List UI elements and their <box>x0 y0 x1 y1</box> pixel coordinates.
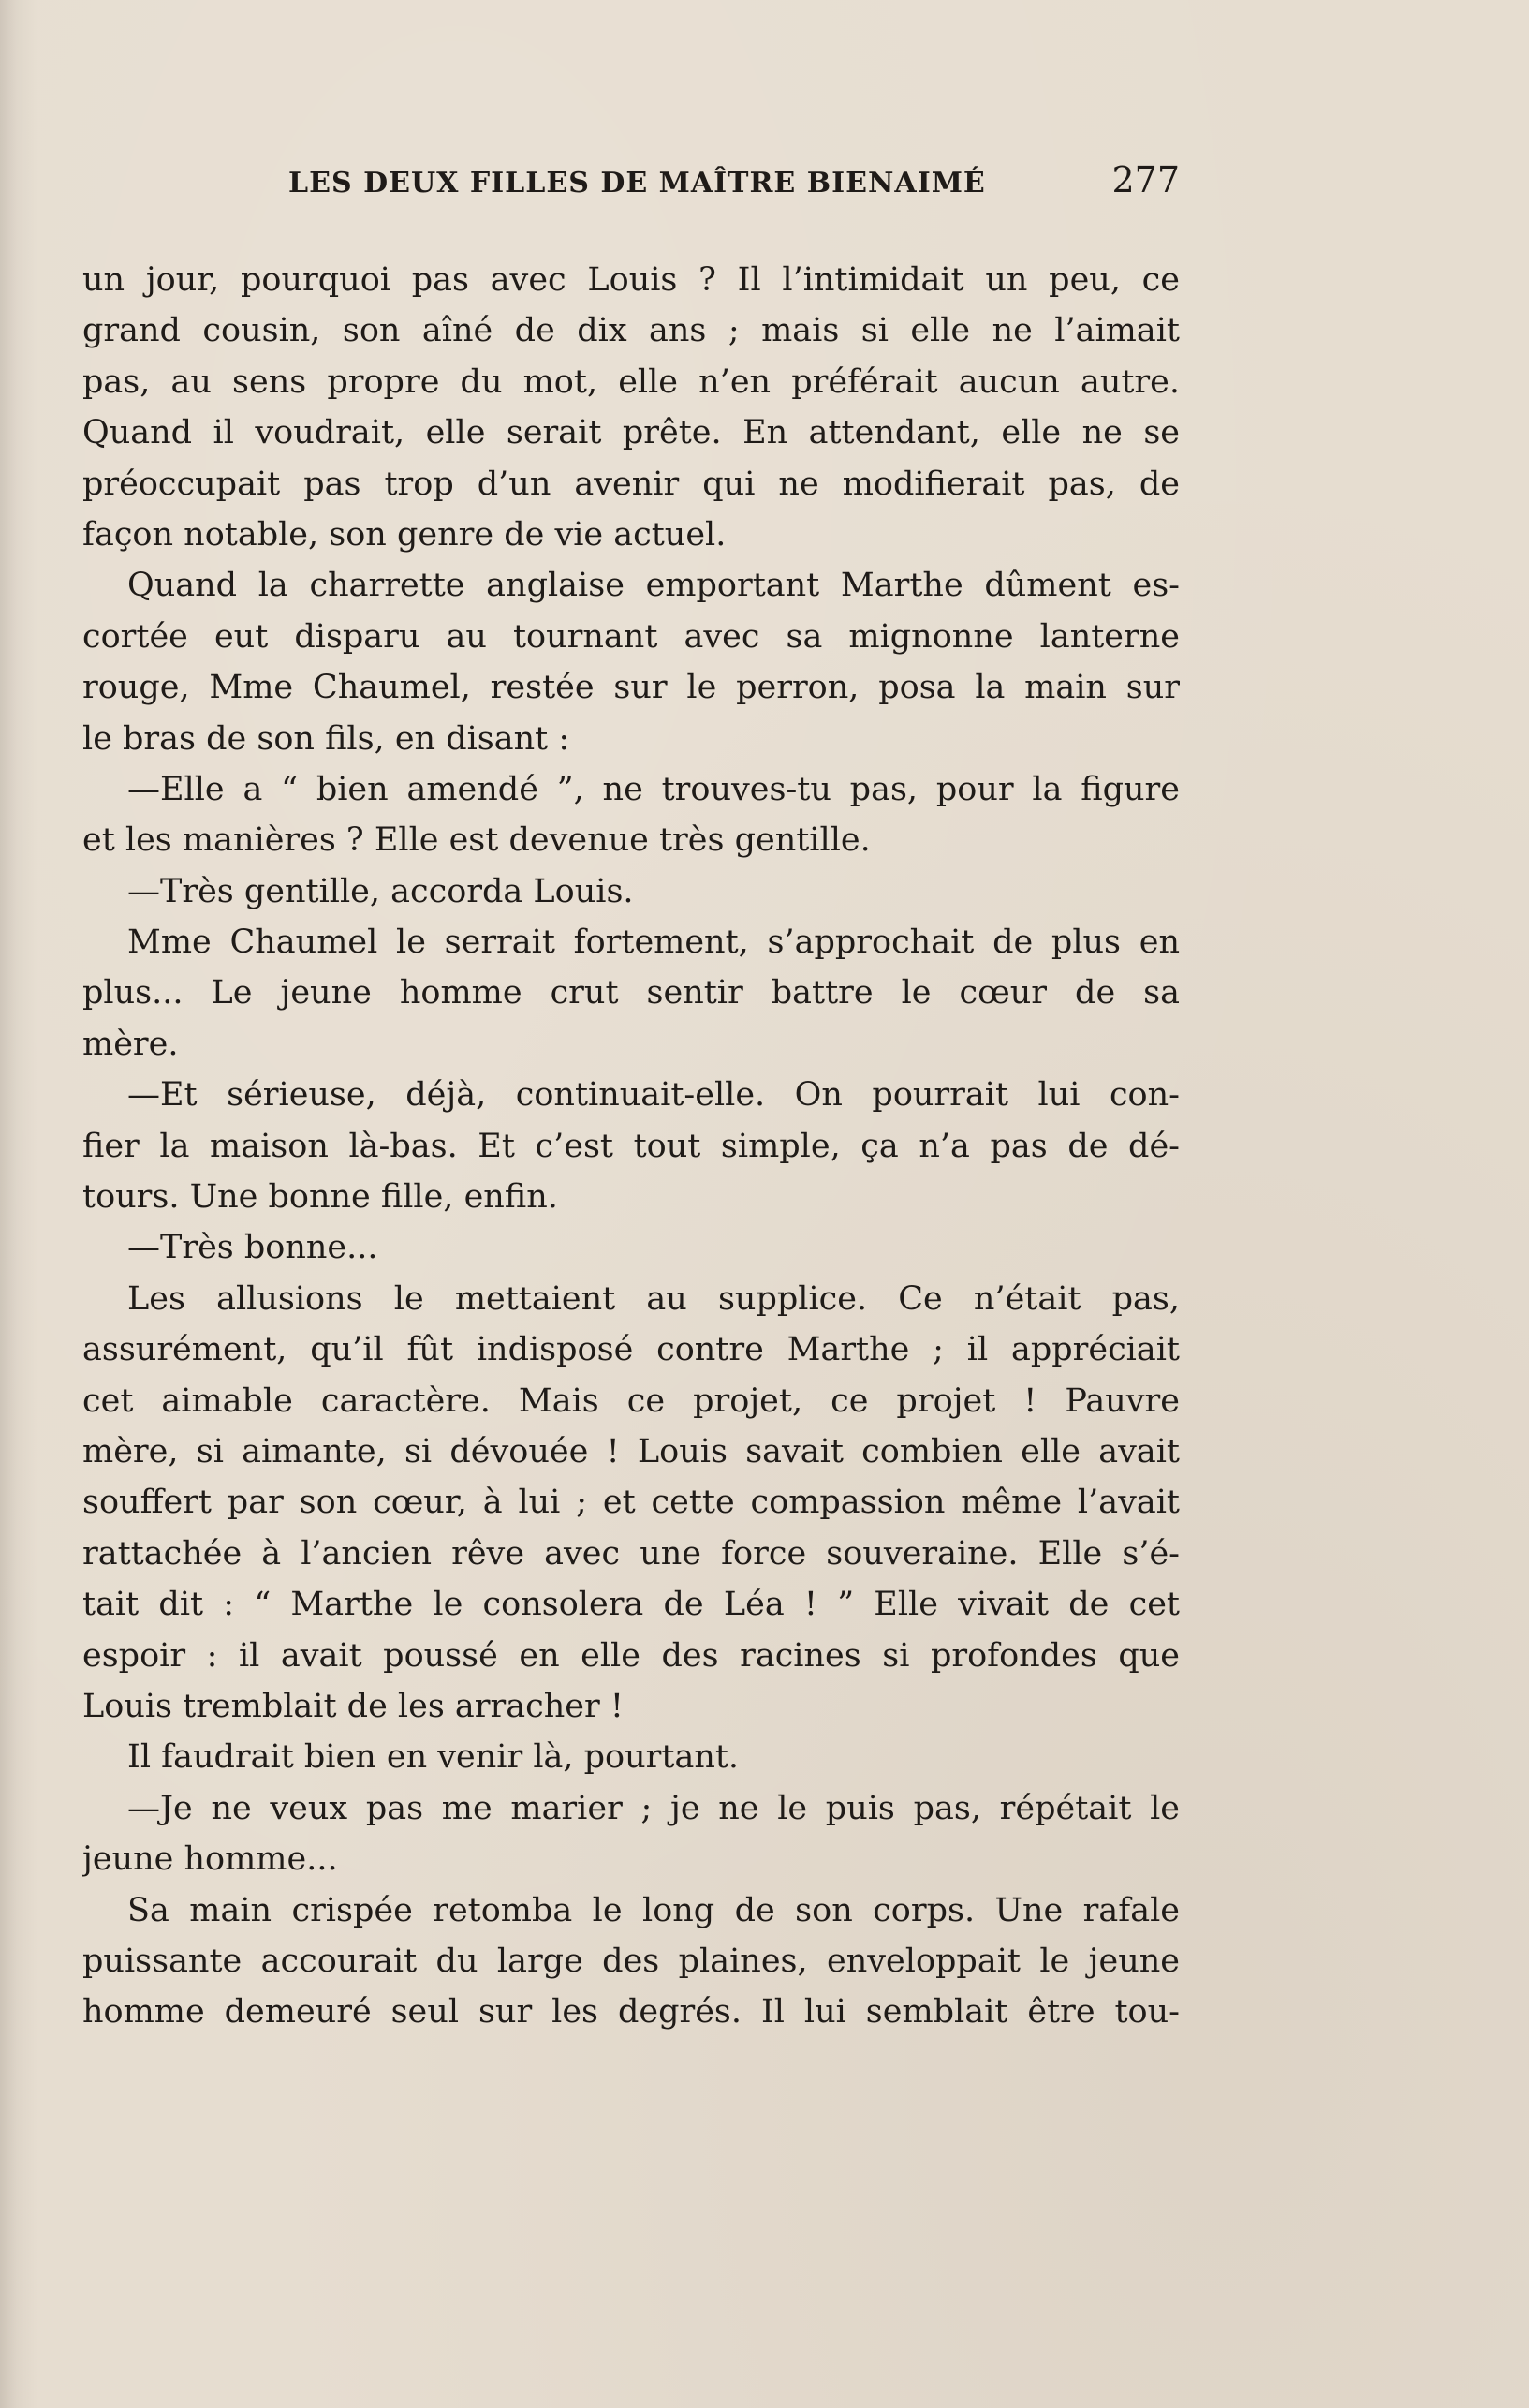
text-line: mère. <box>82 1025 179 1063</box>
text-line: rattachée à l’ancien rêve avec une force souveraine. Elle s’é- <box>82 1534 1180 1573</box>
text-line: Les allusions le mettaient au supplice. Ce n’était pas, <box>127 1279 1180 1318</box>
text-line: puissante accourait du large des plaines, enveloppait le jeune <box>82 1942 1180 1980</box>
text-line: mère, si aimante, si dévouée ! Louis savait combien elle avait <box>82 1432 1180 1470</box>
text-line: cet aimable caractère. Mais ce projet, ce projet ! Pauvre <box>82 1381 1180 1420</box>
text-line: jeune homme... <box>82 1840 338 1879</box>
text-line: tait dit : “ Marthe le consolera de Léa ! ” Elle vivait de cet <box>82 1586 1180 1624</box>
text-line: pas, au sens propre du mot, elle n’en préférait aucun autre. <box>82 362 1180 401</box>
text-line: assurément, qu’il fût indisposé contre Marthe ; il appréciait <box>82 1331 1180 1369</box>
text-line: —Et sérieuse, déjà, continuait-elle. On pourrait lui con- <box>127 1076 1180 1115</box>
text-line: —Très gentille, accorda Louis. <box>127 872 634 910</box>
text-line: —Je ne veux pas me marier ; je ne le puis pas, répétait le <box>127 1789 1180 1827</box>
page-header <box>82 159 1180 219</box>
text-line: grand cousin, son aîné de dix ans ; mais si elle ne l’aimait <box>82 312 1180 350</box>
text-line: —Elle a “ bien amendé ”, ne trouves-tu pas, pour la figure <box>127 770 1180 808</box>
text-line: Mme Chaumel le serrait fortement, s’approchait de plus en <box>127 923 1180 962</box>
text-line: cortée eut disparu au tournant avec sa mignonne lanterne <box>82 617 1180 656</box>
text-line: façon notable, son genre de vie actuel. <box>82 515 727 554</box>
text-line: homme demeuré seul sur les degrés. Il lui semblait être tou- <box>82 1993 1180 2031</box>
body-text <box>82 255 1180 2038</box>
text-line: le bras de son fils, en disant : <box>82 719 570 758</box>
text-line: un jour, pourquoi pas avec Louis ? Il l’intimidait un peu, ce <box>82 261 1180 299</box>
text-line: Il faudrait bien en venir là, pourtant. <box>127 1738 740 1777</box>
text-line: fier la maison là-bas. Et c’est tout simple, ça n’a pas de dé- <box>82 1127 1180 1165</box>
running-title: LES DEUX FILLES DE MAÎTRE BIENAIMÉ <box>288 167 986 199</box>
text-line: tours. Une bonne fille, enfin. <box>82 1178 558 1217</box>
text-line: Louis tremblait de les arracher ! <box>82 1687 624 1725</box>
text-line: et les manières ? Elle est devenue très gentille. <box>82 821 871 860</box>
page-number: 277 <box>1111 159 1180 200</box>
text-line: souffert par son cœur, à lui ; et cette compassion même l’avait <box>82 1484 1180 1522</box>
text-line: Quand il voudrait, elle serait prête. En attendant, elle ne se <box>82 414 1180 452</box>
text-line: Quand la charrette anglaise emportant Marthe dûment es- <box>127 567 1180 605</box>
text-line: —Très bonne... <box>127 1229 378 1267</box>
text-line: préoccupait pas trop d’un avenir qui ne modifierait pas, de <box>82 465 1180 503</box>
text-line: espoir : il avait poussé en elle des racines si profondes que <box>82 1636 1180 1675</box>
text-line: plus... Le jeune homme crut sentir battre le cœur de sa <box>82 974 1180 1012</box>
text-line: rouge, Mme Chaumel, restée sur le perron, posa la main sur <box>82 669 1180 707</box>
text-line: Sa main crispée retomba le long de son corps. Une rafale <box>127 1891 1180 1929</box>
